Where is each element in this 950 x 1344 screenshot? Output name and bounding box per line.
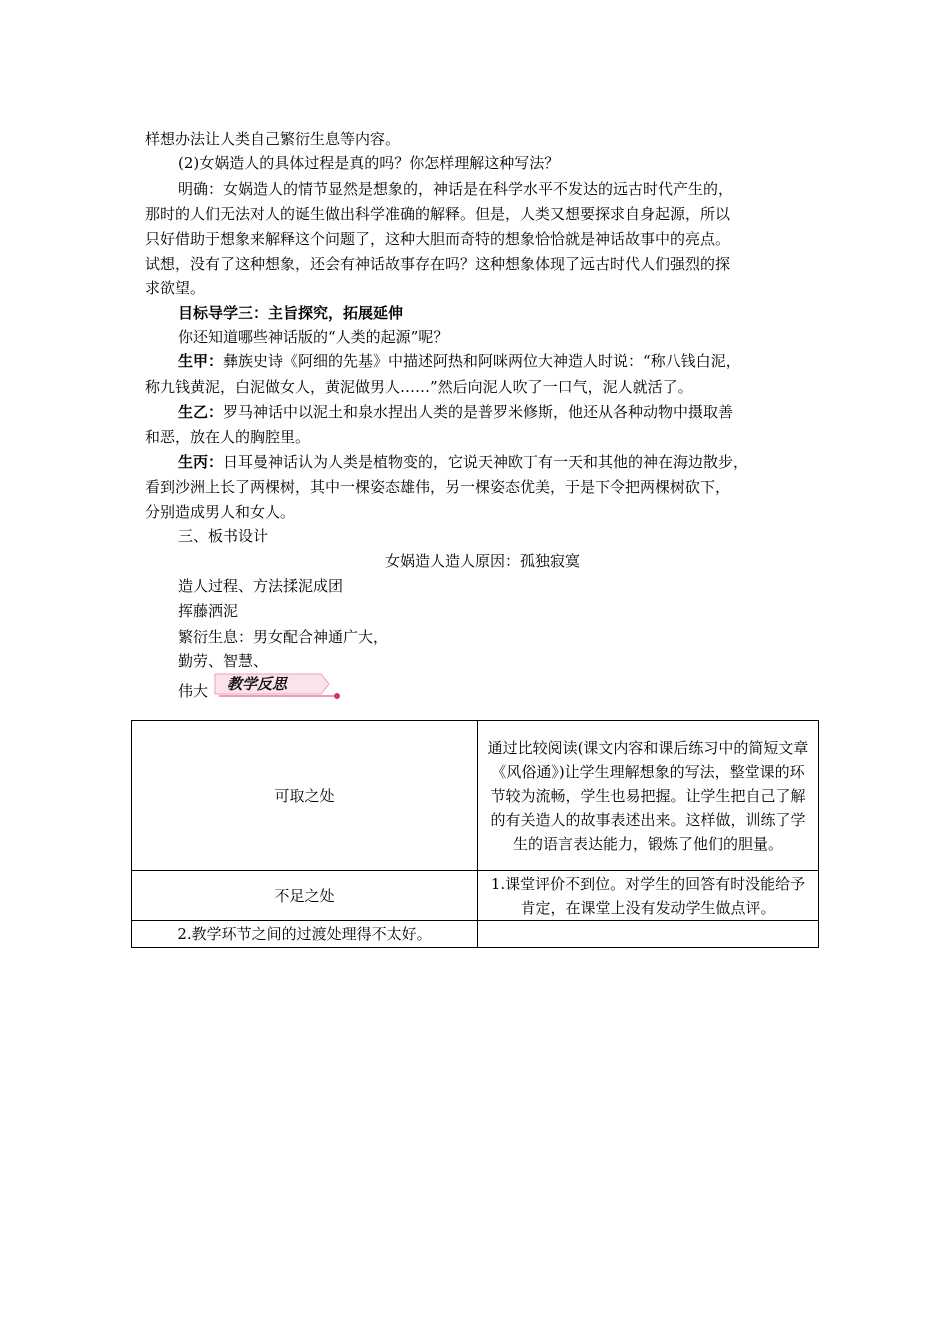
student-b-line bbox=[178, 401, 733, 423]
text-line: 称九钱黄泥，白泥做女人，黄泥做男人……”然后向泥人吹了一口气，泥人就活了。 bbox=[145, 378, 693, 396]
weakness-2-text: 2.教学环节之间的过渡处理得不太好。 bbox=[132, 921, 478, 948]
student-c-line bbox=[178, 451, 748, 473]
student-a-label: 生甲： bbox=[178, 352, 224, 370]
text-line: 那时的人们无法对人的诞生做出科学准确的解释。但是，人类又想要探求自身起源，所以 bbox=[145, 205, 731, 223]
teaching-reflection-banner bbox=[213, 670, 343, 700]
board-line: 繁衍生息：男女配合神通广大， bbox=[178, 628, 389, 646]
empty-cell bbox=[478, 921, 819, 948]
student-a-text: 彝族史诗《阿细的先基》中描述阿热和阿咪两位大神造人时说：“称八钱白泥， bbox=[223, 352, 741, 370]
banner-text: 教学反思 bbox=[227, 675, 288, 693]
text-line: 样想办法让人类自己繁衍生息等内容。 bbox=[145, 130, 401, 148]
student-c-label: 生丙： bbox=[178, 453, 224, 471]
text-line: 你还知道哪些神话版的“人类的起源”呢？ bbox=[178, 328, 449, 346]
banner-graphic bbox=[213, 670, 343, 700]
board-line: 勤劳、智慧、 bbox=[178, 652, 269, 670]
student-b-text: 罗马神话中以泥土和泉水捏出人类的是普罗米修斯，他还从各种动物中摄取善 bbox=[223, 403, 734, 421]
strengths-label: 可取之处 bbox=[132, 721, 478, 871]
reflection-table bbox=[131, 720, 819, 948]
text-line: 和恶，放在人的胸腔里。 bbox=[145, 428, 311, 446]
text-line: 求欲望。 bbox=[145, 279, 206, 297]
section-heading-board: 三、板书设计 bbox=[178, 527, 269, 545]
weaknesses-label: 不足之处 bbox=[132, 871, 478, 921]
weaknesses-text: 1.课堂评价不到位。对学生的回答有时没能给予肯定，在课堂上没有发动学生做点评。 bbox=[478, 871, 819, 921]
table-row bbox=[132, 871, 819, 921]
board-line: 挥藤洒泥 bbox=[178, 602, 239, 620]
student-b-label: 生乙： bbox=[178, 403, 224, 421]
board-line: 伟大 bbox=[178, 682, 209, 700]
table-row bbox=[132, 721, 819, 871]
student-c-text: 日耳曼神话认为人类是植物变的，它说天神欧丁有一天和其他的神在海边散步， bbox=[223, 453, 749, 471]
answer-line: 明确：女娲造人的情节显然是想象的，神话是在科学水平不发达的远古时代产生的， bbox=[178, 180, 734, 198]
text-line: 分别造成男人和女人。 bbox=[145, 503, 296, 521]
student-a-line bbox=[178, 350, 741, 372]
question-2: (2)女娲造人的具体过程是真的吗？你怎样理解这种写法？ bbox=[178, 154, 560, 172]
board-line: 造人过程、方法揉泥成团 bbox=[178, 577, 344, 595]
text-line: 试想，没有了这种想象，还会有神话故事存在吗？这种想象体现了远古时代人们强烈的探 bbox=[145, 255, 731, 273]
text-line: 只好借助于想象来解释这个问题了，这种大胆而奇特的想象恰恰就是神话故事中的亮点。 bbox=[145, 230, 731, 248]
strengths-text: 通过比较阅读(课文内容和课后练习中的简短文章《风俗通》)让学生理解想象的写法，整堂课的环节较为流畅，学生也易把握。让学生把自己了解的有关造人的故事表述出来。这样做，训练了学生的语言表达能力，锻炼了他们的胆量。 bbox=[478, 721, 819, 871]
board-title: 女娲造人造人原因：孤独寂寞 bbox=[385, 552, 581, 570]
table-row bbox=[132, 921, 819, 948]
text-line: 看到沙洲上长了两棵树，其中一棵姿态雄伟，另一棵姿态优美，于是下令把两棵树砍下， bbox=[145, 478, 731, 496]
section-heading: 目标导学三：主旨探究，拓展延伸 bbox=[178, 304, 404, 322]
